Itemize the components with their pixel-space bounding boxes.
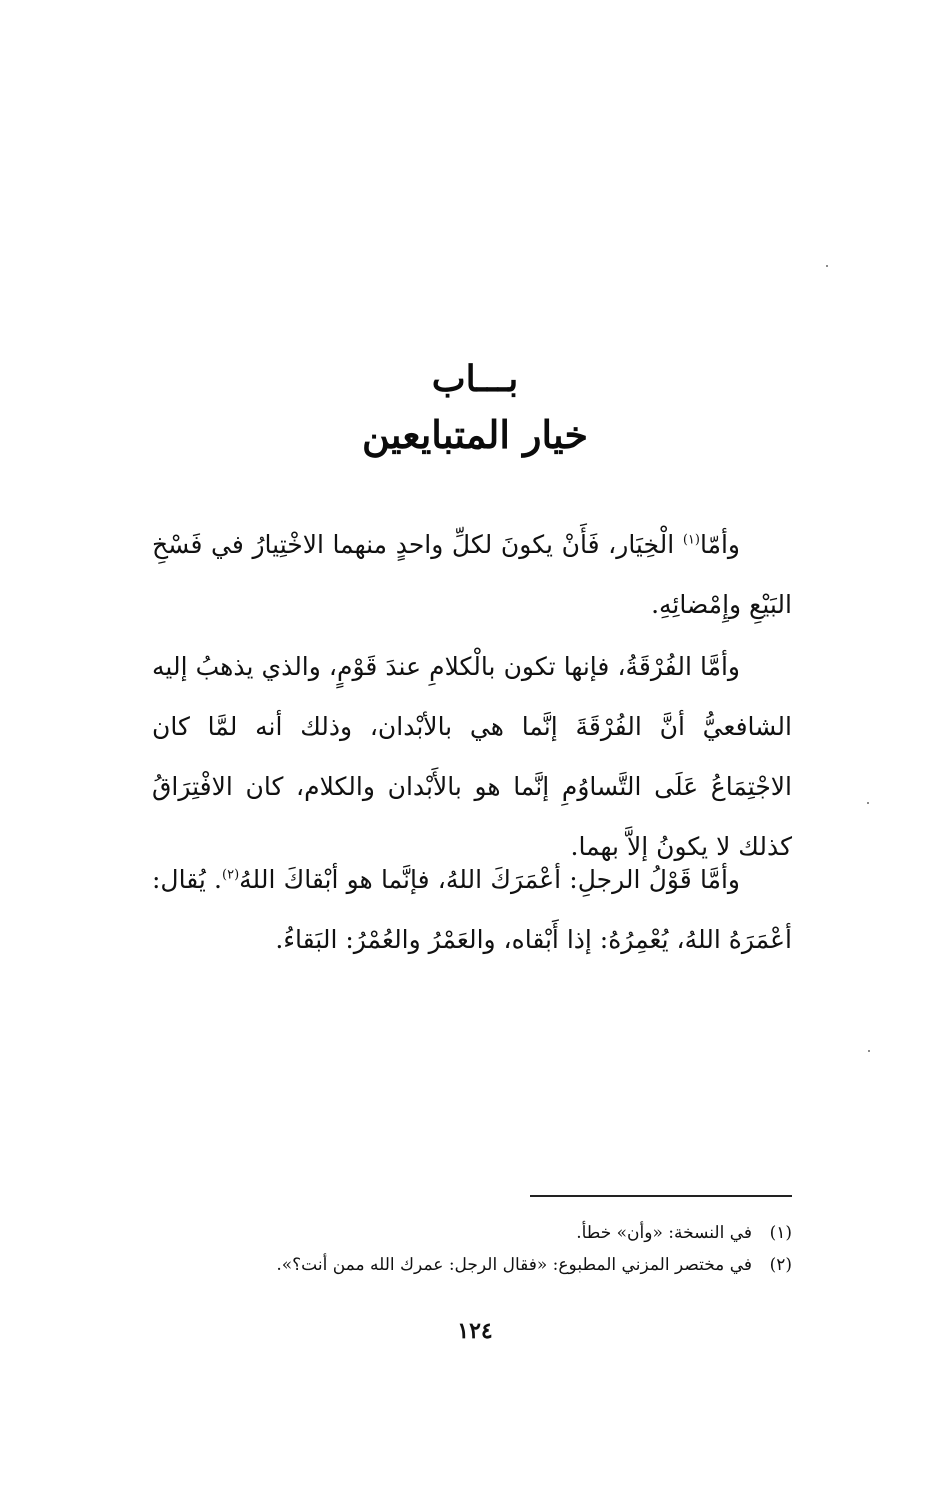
body-paragraph <box>152 637 792 877</box>
paragraph-text: وأمّا <box>699 530 740 559</box>
footnote-divider <box>530 1195 792 1197</box>
body-paragraph <box>152 850 792 970</box>
page-number: ١٢٤ <box>457 1318 493 1344</box>
footnote-text: في مختصر المزني المطبوع: «فقال الرجل: عمرك الله ممن أنت؟». <box>276 1255 752 1275</box>
body-paragraph <box>152 515 792 635</box>
paragraph-text: وأمَّا قَوْلُ الرجلِ: أعْمَرَكَ اللهُ، فإنَّما هو أبْقاكَ اللهُ <box>239 865 740 894</box>
footnote-reference: (٢) <box>222 867 240 883</box>
scan-speck <box>868 1050 870 1052</box>
scan-speck <box>826 265 828 267</box>
paragraph-text: الْخِيَار، فَأَنْ يكونَ لكلِّ واحدٍ منهما الاخْتِيارُ في فَسْخِ البَيْعِ وإِمْضائِهِ. <box>152 530 792 619</box>
footnote-text: في النسخة: «وأن» خطأ. <box>576 1223 752 1243</box>
section-heading: بـــاب <box>431 358 519 400</box>
footnote-number: (٢) <box>769 1255 792 1275</box>
scan-speck <box>867 802 869 804</box>
footnote-reference: (١) <box>682 532 700 548</box>
footnote <box>152 1250 792 1280</box>
footnote-number: (١) <box>769 1223 792 1243</box>
chapter-title: خيار المتبايعين <box>361 412 589 457</box>
paragraph-text: . يُقال: أعْمَرَهُ اللهُ، يُعْمِرُهُ: إذا أَبْقاه، والعَمْرُ والعُمْرُ: البَقاءُ. <box>152 865 792 954</box>
footnote <box>152 1218 792 1248</box>
paragraph-text: وأمَّا الفُرْقَةُ، فإنها تكون بالْكلامِ عندَ قَوْمٍ، والذي يذهبُ إليه الشافعيُّ أنَّ الفُرْقَةَ إنَّما هي بالأبْدان، وذلك أنه لمَّا كان الاجْتِمَاعُ عَلَى التَّساوُمِ إنَّما هو بالأَبْدان والكلام، كان الافْتِرَاقُ كذلك لا يكونُ إلاَّ بهما. <box>152 652 792 861</box>
